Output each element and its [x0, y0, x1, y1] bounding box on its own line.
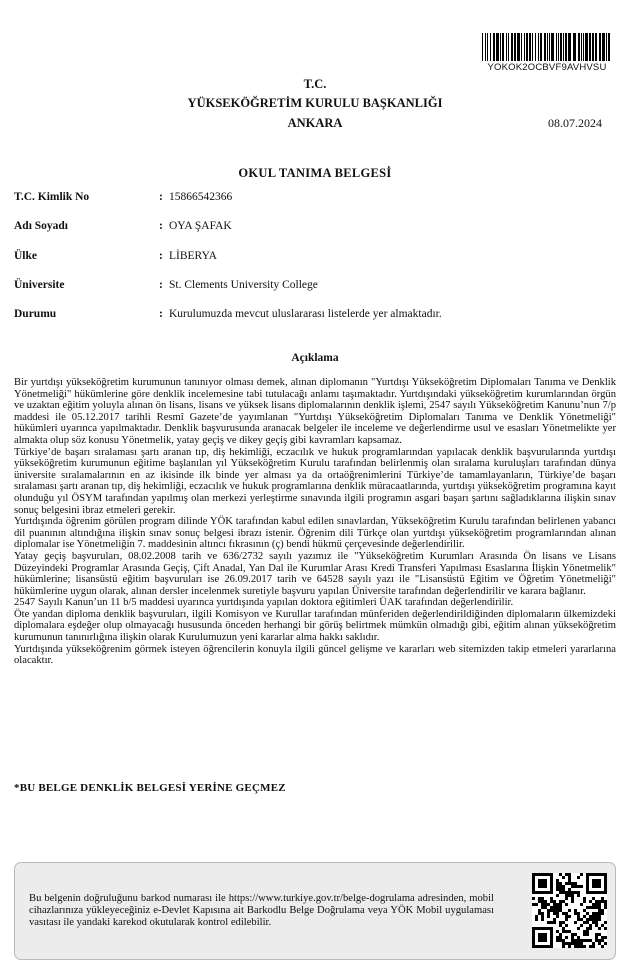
- explanation-paragraph: 2547 Sayılı Kanun’un 11 b/5 maddesi uyarınca yurtdışında yapılan doktora eğitimleri ÜAK tarafından değerlendirilir.: [14, 597, 514, 609]
- not-equivalence-notice: *BU BELGE DENKLİK BELGESİ YERİNE GEÇMEZ: [14, 782, 286, 794]
- field-value: Kurulumuzda mevcut uluslararası listelerde yer almaktadır.: [169, 308, 442, 320]
- explanation-paragraph: Yatay geçiş başvuruları, 08.02.2008 tarih ve 636/2732 sayılı yazımız ile "Yükseköğretim Kurumları Arasında Ön lisans ve Lisans Düzeyindeki Programlar Arasında Geçiş, Çift Anadal, Yan Dal ile Kurumlar Arası Kredi Transferi Yapılması Esaslarına İlişkin Yönetmelik" hükümlerine; lisansüstü eğitim başvuruları ise 26.09.2017 tarih ve 64528 sayılı yazı ile "Lisansüstü Eğitim ve Öğretim Yönetmeliği" hükümlerine uygun olarak, alınan dersler incelenmek suretiyle başvuru yapılan Üniversite tarafından değerlendirilir ve karara bağlanır.: [14, 550, 616, 597]
- field-separator: :: [159, 308, 163, 320]
- qr-code-icon[interactable]: [532, 873, 607, 948]
- header-line-tc: T.C.: [303, 77, 327, 91]
- field-value: LİBERYA: [169, 250, 217, 262]
- field-label: Üniversite: [14, 279, 65, 291]
- header-institution: YÜKSEKÖĞRETİM KURULU BAŞKANLIĞI: [187, 96, 443, 110]
- explanation-paragraph: Türkiye’de başarı sıralaması şartı aranan tıp, diş hekimliği, eczacılık ve hukuk programlarından yapılacak denklik başvurularında yurtdışı yükseköğretim kurumunun eğitime başlanılan yıl Yükseköğretim Kurulu tarafından belirlenmiş olan sıralama kuruluşları tarafından dünya üniversite sıralamalarının en az ikisinde ilk binde yer alması ya da ortaöğrenimlerini Türkiye’de tamamlayanların, Türkiye’de başarı sıralaması şartı aranan tıp, diş hekimliği, eczacılık ve hukuk programlarına denklik müracaatlarında, yurtdışı yükseköğretim programına kayıt olunduğu yıl ÖSYM tarafından yapılmış olan merkezi yerleştirme sınavında ilgili programın asgari başarı şartını sağladıklarına ilişkin sınav sonuç belgesini ibraz etmeleri gerekir.: [14, 446, 616, 516]
- explanation-paragraph: Yurtdışında yükseköğrenim görmek isteyen öğrencilerin konuyla ilgili güncel gelişme ve kararları web sitemizden takip etmeleri yararlarına olacaktır.: [14, 643, 616, 667]
- explanation-paragraph: Yurtdışında öğrenim görülen program dilinde YÖK tarafından kabul edilen sınavlardan, Yükseköğretim Kurulu tarafından belirlenen yabancı dil puanının altındığına ilişkin sınav sonuç belgesi ibrazı istenir. Öğrenim dili Türkçe olan yurtdışı yükseköğretim programlarından alınan diplomalar ise Yönetmeliğin 7. maddesinin altıncı fıkrasının (ç) bendi hükmü çerçevesinde değerlendirilir.: [14, 516, 616, 551]
- explanation-title: Açıklama: [291, 352, 339, 364]
- header-city: ANKARA: [287, 116, 343, 130]
- explanation-paragraph: Öte yandan diploma denklik başvuruları, ilgili Komisyon ve Kurullar tarafından münferiden değerlendirildiğinden diplomaların ülkemizdeki diplomalara eşdeğer olup olmayacağı hususunda önceden herhangi bir görüş belirtmek mümkün olmadığı gibi, eğitim alınan yükseköğretim kurumunun tanınırlığına ilişkin olarak Kurulumuzun yeni kararlar alma hakkı saklıdır.: [14, 608, 616, 644]
- field-separator: :: [159, 279, 163, 291]
- field-separator: :: [159, 191, 163, 203]
- document-date: 08.07.2024: [548, 116, 602, 130]
- field-label: Ülke: [14, 250, 37, 262]
- field-value: 15866542366: [169, 191, 233, 203]
- field-value: OYA ŞAFAK: [169, 220, 232, 232]
- field-separator: :: [159, 250, 163, 262]
- field-separator: :: [159, 220, 163, 232]
- explanation-body: [14, 377, 616, 667]
- document-title: OKUL TANIMA BELGESİ: [238, 166, 392, 180]
- field-label: Durumu: [14, 308, 57, 320]
- barcode-image: [482, 33, 610, 61]
- verification-text: Bu belgenin doğruluğunu barkod numarası ile https://www.turkiye.gov.tr/belge-dogrulama adresinden, mobil cihazlarınıza yükleyeceğiniz e-Devlet Kapısına ait Barkodlu Belge Doğrulama veya YÖK Mobil uygulaması vasıtası ile yandaki karekod okutularak kontrol edilebilir.: [29, 893, 494, 929]
- explanation-paragraph: Bir yurtdışı yükseköğretim kurumunun tanınıyor olması demek, alınan diplomanın "Yurtdışı Yükseköğretim Diplomaları Tanıma ve Denklik Yönetmeliği" hükümlerine göre denklik incelemesine tabi tutulacağı anlamı taşımaktadır. Yurtdışındaki yükseköğretim kurumlarından örgün ve uzaktan eğitim yoluyla alınan ön lisans, lisans ve yüksek lisans diplomalarının denklik işlemi, 2547 sayılı Yükseköğretim Kanunu’nun 7/p maddesi ile 05.12.2017 tarihli Resmî Gazete’de yayımlanan "Yurtdışı Yükseköğretim Diplomaları Tanıma ve Denklik Yönetmeliği" hükümleri uyarınca yapılmaktadır. Denklik başvurusunda aranacak belgeler ile inceleme ve değerlendirme usul ve esasları Yönetmelikte yer almakta olup söz konusu Yönetmelik, yatay geçiş ve dikey geçiş gibi kavramları kapsamaz.: [14, 377, 616, 446]
- verification-box: [14, 862, 616, 960]
- field-label: T.C. Kimlik No: [14, 191, 90, 203]
- barcode-block: [482, 33, 612, 73]
- barcode-number: YOKOK2OCBVF9AVHVSU: [487, 62, 607, 73]
- field-label: Adı Soyadı: [14, 220, 69, 232]
- field-value: St. Clements University College: [169, 279, 318, 291]
